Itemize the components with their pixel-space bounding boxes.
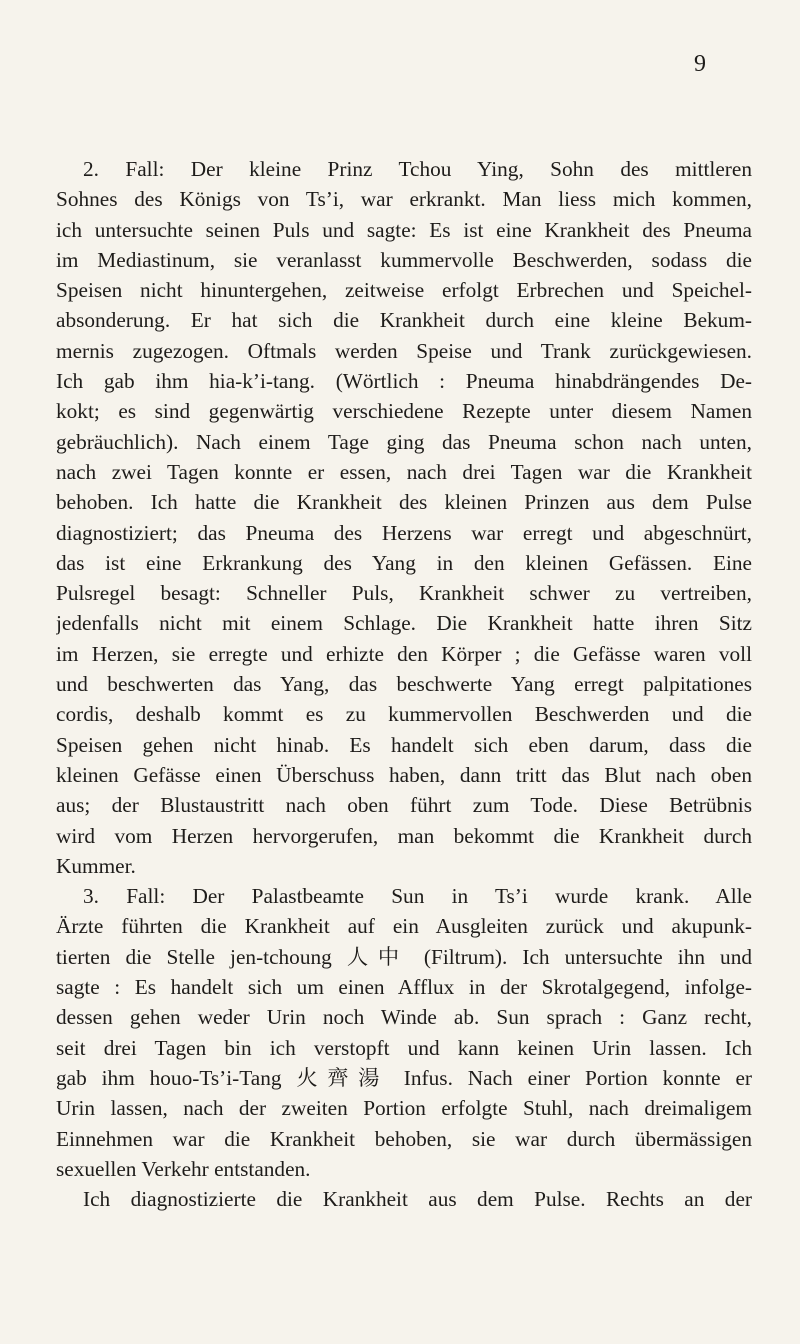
- text-line: tierten die Stelle jen-tchoung 人中 (Filtrum). Ich untersuchte ihn und: [56, 944, 752, 969]
- text-line: im Mediastinum, sie veranlasst kummervolle Beschwerden, sodass die: [56, 247, 752, 272]
- text-line: 3. Fall: Der Palastbeamte Sun in Ts’i wurde krank. Alle: [83, 884, 752, 909]
- text-line: Ärzte führten die Krankheit auf ein Ausgleiten zurück und akupunk-: [56, 914, 752, 939]
- text-line: kokt; es sind gegenwärtig verschiedene Rezepte unter diesem Namen: [56, 399, 752, 424]
- text-line: mernis zugezogen. Oftmals werden Speise und Trank zurückgewiesen.: [56, 338, 752, 363]
- text-line: wird vom Herzen hervorgerufen, man bekommt die Krankheit durch: [56, 823, 752, 848]
- text-line: Ich gab ihm hia-k’i-tang. (Wörtlich : Pneuma hinabdrängendes De-: [56, 369, 752, 394]
- text-line: gebräuchlich). Nach einem Tage ging das Pneuma schon nach unten,: [56, 429, 752, 454]
- text-line: dessen gehen weder Urin noch Winde ab. Sun sprach : Ganz recht,: [56, 1005, 752, 1030]
- text-line: seit drei Tagen bin ich verstopft und kann keinen Urin lassen. Ich: [56, 1035, 752, 1060]
- text-line: jedenfalls nicht mit einem Schlage. Die Krankheit hatte ihren Sitz: [56, 611, 752, 636]
- text-line: nach zwei Tagen konnte er essen, nach drei Tagen war die Krankheit: [56, 459, 752, 484]
- paragraph-diagnosis: [56, 1184, 752, 1214]
- text-line: Pulsregel besagt: Schneller Puls, Krankheit schwer zu vertreiben,: [56, 581, 752, 606]
- text-line: ich untersuchte seinen Puls und sagte: Es ist eine Krankheit des Pneuma: [56, 217, 752, 242]
- text-line: absonderung. Er hat sich die Krankheit durch eine kleine Bekum-: [56, 308, 752, 333]
- text-line: sexuellen Verkehr entstanden.: [56, 1156, 311, 1181]
- text-line: behoben. Ich hatte die Krankheit des kleinen Prinzen aus dem Pulse: [56, 490, 752, 515]
- text-line: sagte : Es handelt sich um einen Afflux in der Skrotalgegend, infolge-: [56, 975, 752, 1000]
- text-line: Speisen nicht hinuntergehen, zeitweise erfolgt Erbrechen und Speichel-: [56, 278, 752, 303]
- text-line: Sohnes des Königs von Ts’i, war erkrankt. Man liess mich kommen,: [56, 187, 752, 212]
- text-line: gab ihm houo-Ts’i-Tang 火齊湯 Infus. Nach einer Portion konnte er: [56, 1065, 752, 1090]
- body-text: [56, 154, 752, 1214]
- page-number: 9: [694, 51, 706, 77]
- text-line: das ist eine Erkrankung des Yang in den kleinen Gefässen. Eine: [56, 550, 752, 575]
- paragraph-case-3: [56, 881, 752, 1184]
- text-line: 2. Fall: Der kleine Prinz Tchou Ying, Sohn des mittleren: [83, 157, 752, 181]
- text-line: Einnehmen war die Krankheit behoben, sie war durch übermässigen: [56, 1126, 752, 1151]
- text-line: aus; der Blustaustritt nach oben führt zum Tode. Diese Betrübnis: [56, 793, 752, 818]
- text-line: kleinen Gefässe einen Überschuss haben, dann tritt das Blut nach oben: [56, 762, 752, 787]
- text-line: Kummer.: [56, 853, 136, 878]
- text-line: und beschwerten das Yang, das beschwerte Yang erregt palpitationes: [56, 672, 752, 697]
- text-line: Urin lassen, nach der zweiten Portion erfolgte Stuhl, nach dreimaligem: [56, 1096, 752, 1121]
- text-line: Speisen gehen nicht hinab. Es handelt sich eben darum, dass die: [56, 732, 752, 757]
- paragraph-case-2: [56, 154, 752, 881]
- text-line: diagnostiziert; das Pneuma des Herzens war erregt und abgeschnürt,: [56, 520, 752, 545]
- text-line: cordis, deshalb kommt es zu kummervollen Beschwerden und die: [56, 702, 752, 727]
- text-line: im Herzen, sie erregte und erhizte den Körper ; die Gefässe waren voll: [56, 641, 752, 666]
- text-line: Ich diagnostizierte die Krankheit aus dem Pulse. Rechts an der: [83, 1187, 752, 1212]
